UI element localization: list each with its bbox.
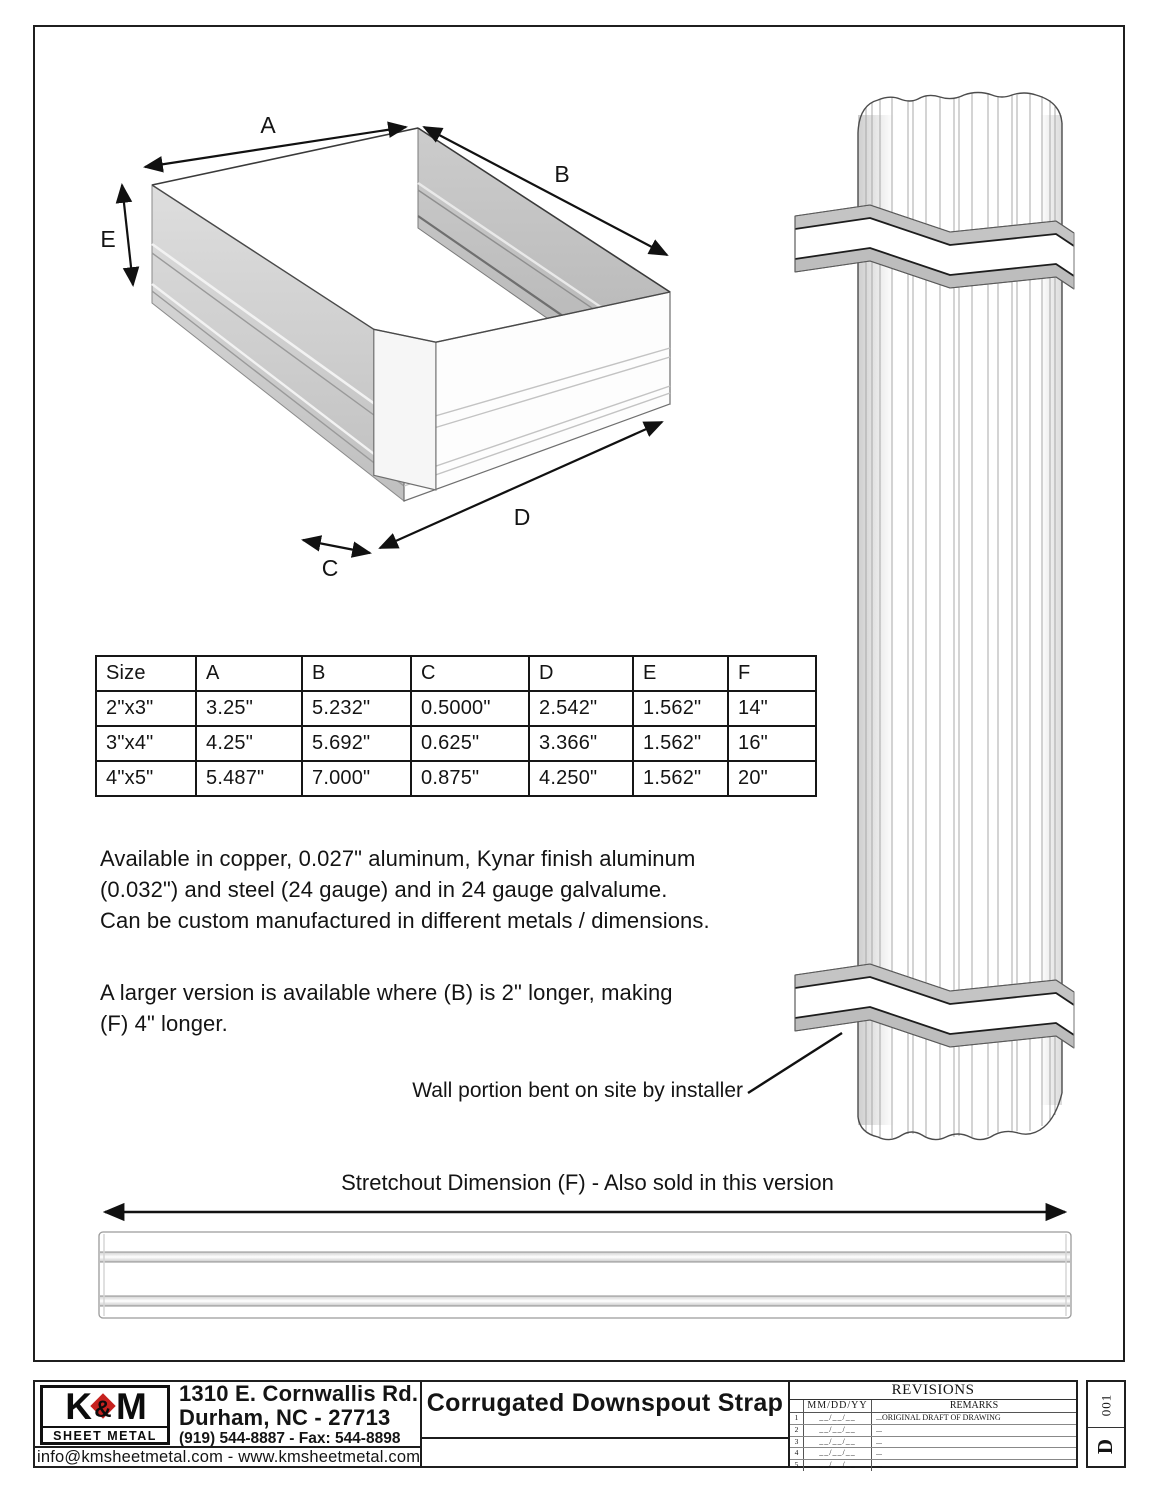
materials-note-line2: (0.032") and steel (24 gauge) and in 24 gauge galvalume.: [100, 877, 668, 902]
stretchout-dimension-arrow: [95, 1199, 1075, 1225]
revision-row: [790, 1437, 1076, 1449]
revision-num: 4: [790, 1448, 804, 1459]
revision-num: 2: [790, 1425, 804, 1436]
table-cell: 1.562": [633, 726, 728, 761]
table-cell: 4"x5": [96, 761, 196, 796]
table-cell: 16": [728, 726, 816, 761]
stretchout-heading: Stretchout Dimension (F) - Also sold in this version: [341, 1170, 834, 1195]
revisions-header-row: [790, 1400, 1076, 1413]
revision-remarks: ...: [876, 1436, 882, 1446]
revisions-remarks-header: REMARKS: [949, 1400, 999, 1411]
logo-subtitle: SHEET METAL: [43, 1426, 167, 1444]
revision-date: __/__/__: [804, 1413, 872, 1424]
table-cell: 3.25": [196, 691, 302, 726]
table-row: [96, 726, 816, 761]
title-block: [33, 1380, 1078, 1468]
phone-fax-line: (919) 544-8887 - Fax: 544-8898: [179, 1430, 401, 1447]
revisions-num-header: [790, 1400, 804, 1412]
table-cell: 7.000": [302, 761, 411, 796]
table-row: [96, 691, 816, 726]
col-header-d: D: [529, 656, 633, 691]
drawing-title-cell: [422, 1382, 788, 1466]
company-logo: [40, 1385, 170, 1445]
col-header-c: C: [411, 656, 529, 691]
revision-date: __/__/__: [804, 1460, 872, 1471]
callout-leader-line: [748, 1033, 842, 1093]
revision-date: __/__/__: [804, 1425, 872, 1436]
table-cell: 1.562": [633, 691, 728, 726]
size-table: [95, 655, 817, 797]
email-website-line: info@kmsheetmetal.com - www.kmsheetmetal.com: [37, 1448, 421, 1466]
materials-note: [100, 843, 710, 936]
revision-date: __/__/__: [804, 1448, 872, 1459]
revision-row: [790, 1413, 1076, 1425]
sheet-id-box: [1086, 1380, 1126, 1468]
table-cell: 2"x3": [96, 691, 196, 726]
table-cell: 5.487": [196, 761, 302, 796]
table-cell: 5.232": [302, 691, 411, 726]
table-cell: 3.366": [529, 726, 633, 761]
table-cell: 3"x4": [96, 726, 196, 761]
drawing-title: Corrugated Downspout Strap: [426, 1389, 784, 1417]
revisions-table: [788, 1382, 1076, 1470]
revision-row: [790, 1448, 1076, 1460]
table-row: [96, 761, 816, 796]
table-cell: 14": [728, 691, 816, 726]
size-table-header-row: [96, 656, 816, 691]
revision-remarks: ...: [876, 1424, 882, 1434]
table-cell: 4.250": [529, 761, 633, 796]
col-header-b: B: [302, 656, 411, 691]
dim-label-e: E: [100, 226, 116, 252]
table-cell: 1.562": [633, 761, 728, 796]
logo-km-mark: [43, 1388, 167, 1426]
larger-version-note-line1: A larger version is available where (B) is 2" longer, making: [100, 980, 673, 1005]
downspout-with-straps-figure: [740, 85, 1100, 1175]
table-cell: 4.25": [196, 726, 302, 761]
revision-num: 1: [790, 1413, 804, 1424]
dim-label-a: A: [260, 112, 276, 138]
table-cell: 2.542": [529, 691, 633, 726]
logo-ampersand-diamond: [90, 1390, 116, 1424]
sheet-number: 001: [1098, 1393, 1113, 1416]
isometric-strap-figure: [90, 95, 730, 585]
col-header-f: F: [728, 656, 816, 691]
revision-num: 5: [790, 1460, 804, 1471]
sheet-number-cell: [1088, 1382, 1124, 1428]
sheet-size-cell: [1088, 1428, 1124, 1464]
table-cell: 0.5000": [411, 691, 529, 726]
col-header-e: E: [633, 656, 728, 691]
materials-note-line3: Can be custom manufactured in different metals / dimensions.: [100, 908, 710, 933]
strap-3d-body: [152, 128, 670, 501]
address-line-2: Durham, NC - 27713: [179, 1405, 391, 1430]
revisions-title: REVISIONS: [790, 1382, 1076, 1400]
table-cell: 0.625": [411, 726, 529, 761]
title-cell-divider: [422, 1437, 788, 1439]
revision-num: 3: [790, 1437, 804, 1448]
dim-label-c: C: [321, 555, 339, 581]
larger-version-note: [100, 977, 673, 1039]
revisions-date-header: MM/DD/YY: [804, 1400, 872, 1412]
company-address: [179, 1382, 427, 1447]
sheet-size-letter: D: [1093, 1438, 1118, 1454]
dim-label-d: D: [513, 504, 531, 530]
revision-remarks: ...ORIGINAL DRAFT OF DRAWING: [876, 1413, 1001, 1422]
revision-row: [790, 1425, 1076, 1437]
larger-version-note-line2: (F) 4" longer.: [100, 1011, 228, 1036]
revision-remarks: ...: [876, 1460, 882, 1470]
dim-label-b: B: [554, 161, 570, 187]
logo-letter-m: M: [115, 1386, 145, 1427]
table-cell: 0.875": [411, 761, 529, 796]
address-line-1: 1310 E. Cornwallis Rd.: [179, 1381, 419, 1406]
col-header-size: Size: [96, 656, 196, 691]
wall-portion-callout: Wall portion bent on site by installer: [412, 1079, 743, 1102]
revision-remarks: ...: [876, 1448, 882, 1458]
col-header-a: A: [196, 656, 302, 691]
logo-ampersand: &: [94, 1396, 112, 1423]
stretchout-profile-figure: [95, 1226, 1075, 1321]
logo-letter-k: K: [65, 1386, 90, 1427]
materials-note-line1: Available in copper, 0.027" aluminum, Kynar finish aluminum: [100, 846, 696, 871]
revision-row: [790, 1460, 1076, 1471]
table-cell: 20": [728, 761, 816, 796]
revision-date: __/__/__: [804, 1437, 872, 1448]
table-cell: 5.692": [302, 726, 411, 761]
